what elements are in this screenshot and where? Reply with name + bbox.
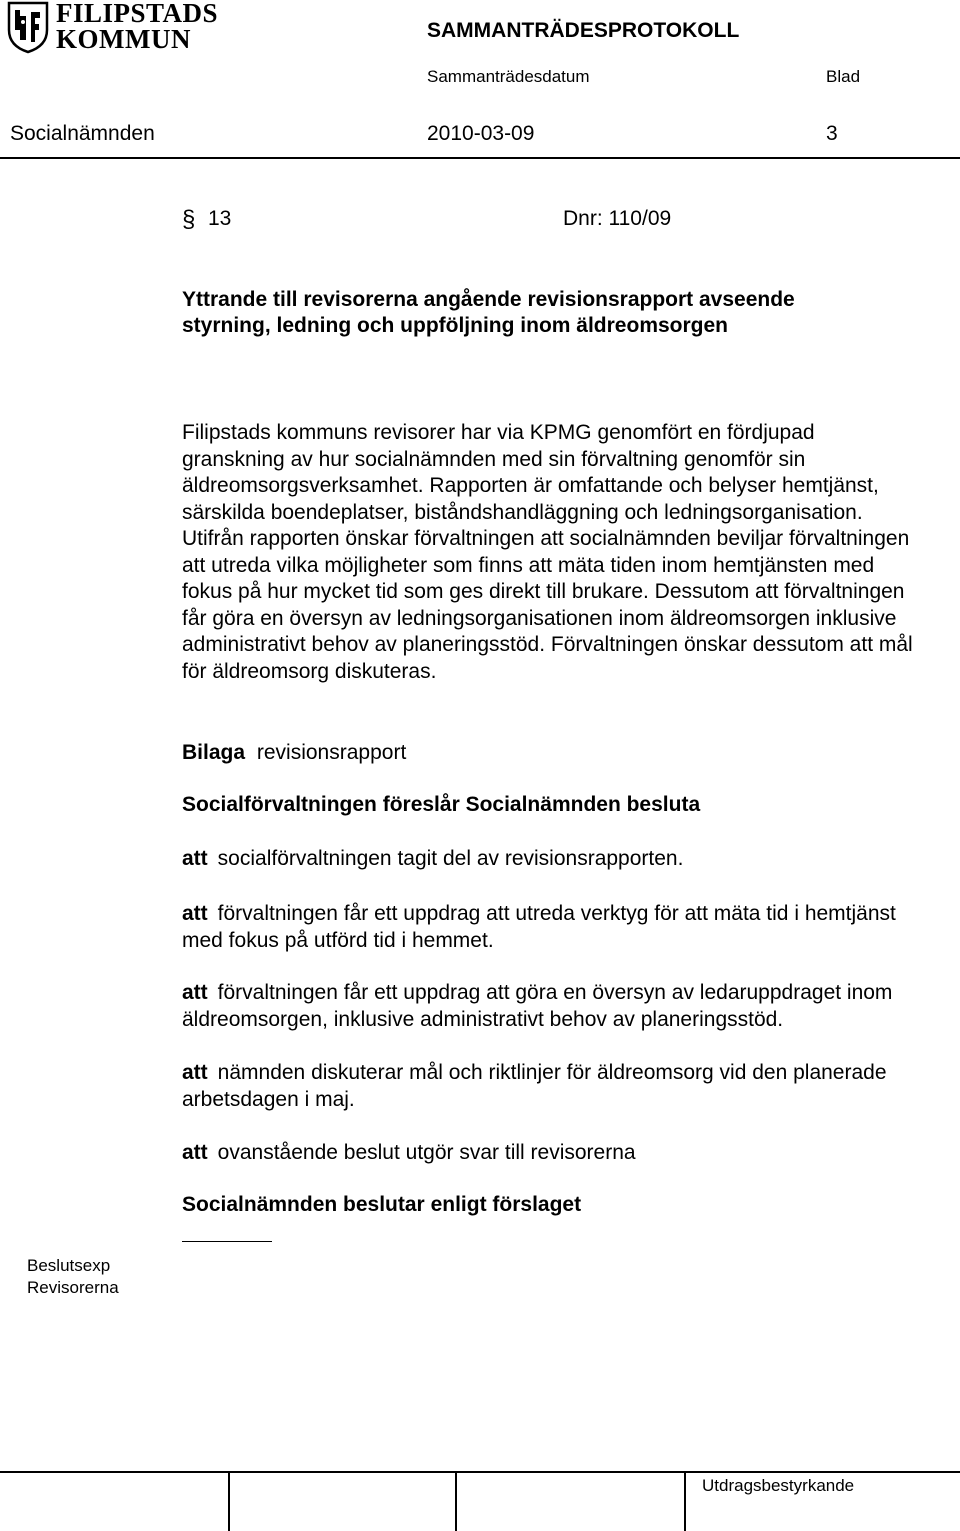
decision-prefix: att <box>182 1141 208 1164</box>
signature-box-divider <box>455 1471 457 1531</box>
attachment-label: Bilaga <box>182 741 246 764</box>
decision-item <box>182 846 912 873</box>
attachment-line <box>182 741 406 765</box>
body-name: Socialnämnden <box>10 122 155 145</box>
decision-prefix: att <box>182 1061 208 1084</box>
coat-of-arms-icon <box>6 0 50 54</box>
meeting-date-label: Sammanträdesdatum <box>427 67 590 86</box>
decision-item <box>182 1060 912 1113</box>
page-label: Blad <box>826 67 861 86</box>
municipality-logo <box>6 0 219 56</box>
logo-text-line2: KOMMUN <box>56 24 191 54</box>
resolution: Socialnämnden beslutar enligt förslaget <box>182 1193 582 1216</box>
decision-prefix: att <box>182 847 208 870</box>
case-number: Dnr: 110/09 <box>563 207 672 230</box>
section-symbol: § <box>182 206 196 233</box>
logo-text-line1: FILIPSTADS <box>56 0 219 28</box>
proposal-heading: Socialförvaltningen föreslår Socialnämnden besluta <box>182 793 701 816</box>
section-number: 13 <box>208 207 232 230</box>
footer-divider <box>0 1471 960 1473</box>
section-title-line1: Yttrande till revisorerna angående revisionsrapport avseende <box>182 288 795 311</box>
attachment-value: revisionsrapport <box>256 741 407 764</box>
background-paragraph: Filipstads kommuns revisorer har via KPMG genomfört en fördjupad granskning av hur socialnämnden med sin förvaltning genomför sin äldreomsorgsverksamhet. Rapporten är omfattande och belyser hemtjänst, särskilda boendeplatser, biståndshandläggning och ledningsorganisation. Utifrån rapporten önskar förvaltningen att socialnämnden beviljar förvaltningen att utreda vilka möjligheter som finns att mäta tiden inom hemtjänsten med fokus på hur mycket tid som ges direkt till brukare. Dessutom att förvaltningen får göra en översyn av ledningsorganisationen inom äldreomsorgen inklusive administrativt behov av planeringsstöd. Förvaltningen önskar dessutom att mål för äldreomsorg diskuteras. <box>182 421 913 683</box>
header-divider <box>0 157 960 159</box>
distribution-list <box>27 1255 119 1299</box>
page-number: 3 <box>826 122 838 145</box>
distribution-recipient: Revisorerna <box>27 1278 119 1297</box>
decision-prefix: att <box>182 902 208 925</box>
signature-box-divider <box>684 1471 686 1531</box>
document-title: SAMMANTRÄDESPROTOKOLL <box>427 19 740 42</box>
decision-text: förvaltningen får ett uppdrag att göra en översyn av ledaruppdraget inom äldreomsorgen, inklusive administrativt behov av planeringsstöd. <box>182 981 893 1031</box>
section-title-line2: styrning, ledning och uppföljning inom äldreomsorgen <box>182 314 728 337</box>
decision-text: socialförvaltningen tagit del av revisionsrapporten. <box>217 847 684 870</box>
decision-text: nämnden diskuterar mål och riktlinjer för äldreomsorg vid den planerade arbetsdagen i maj. <box>182 1061 887 1111</box>
signature-box-divider <box>228 1471 230 1531</box>
decision-item <box>182 901 912 954</box>
distribution-label: Beslutsexp <box>27 1256 111 1275</box>
certification-label: Utdragsbestyrkande <box>702 1476 855 1495</box>
decision-item <box>182 980 912 1033</box>
decision-prefix: att <box>182 981 208 1004</box>
decision-item <box>182 1140 912 1167</box>
meeting-date: 2010-03-09 <box>427 122 535 145</box>
decision-text: förvaltningen får ett uppdrag att utreda verktyg för att mäta tid i hemtjänst med fokus på utförd tid i hemmet. <box>182 902 896 952</box>
decision-text: ovanstående beslut utgör svar till revisorerna <box>217 1141 636 1164</box>
resolution-underline <box>182 1241 272 1242</box>
